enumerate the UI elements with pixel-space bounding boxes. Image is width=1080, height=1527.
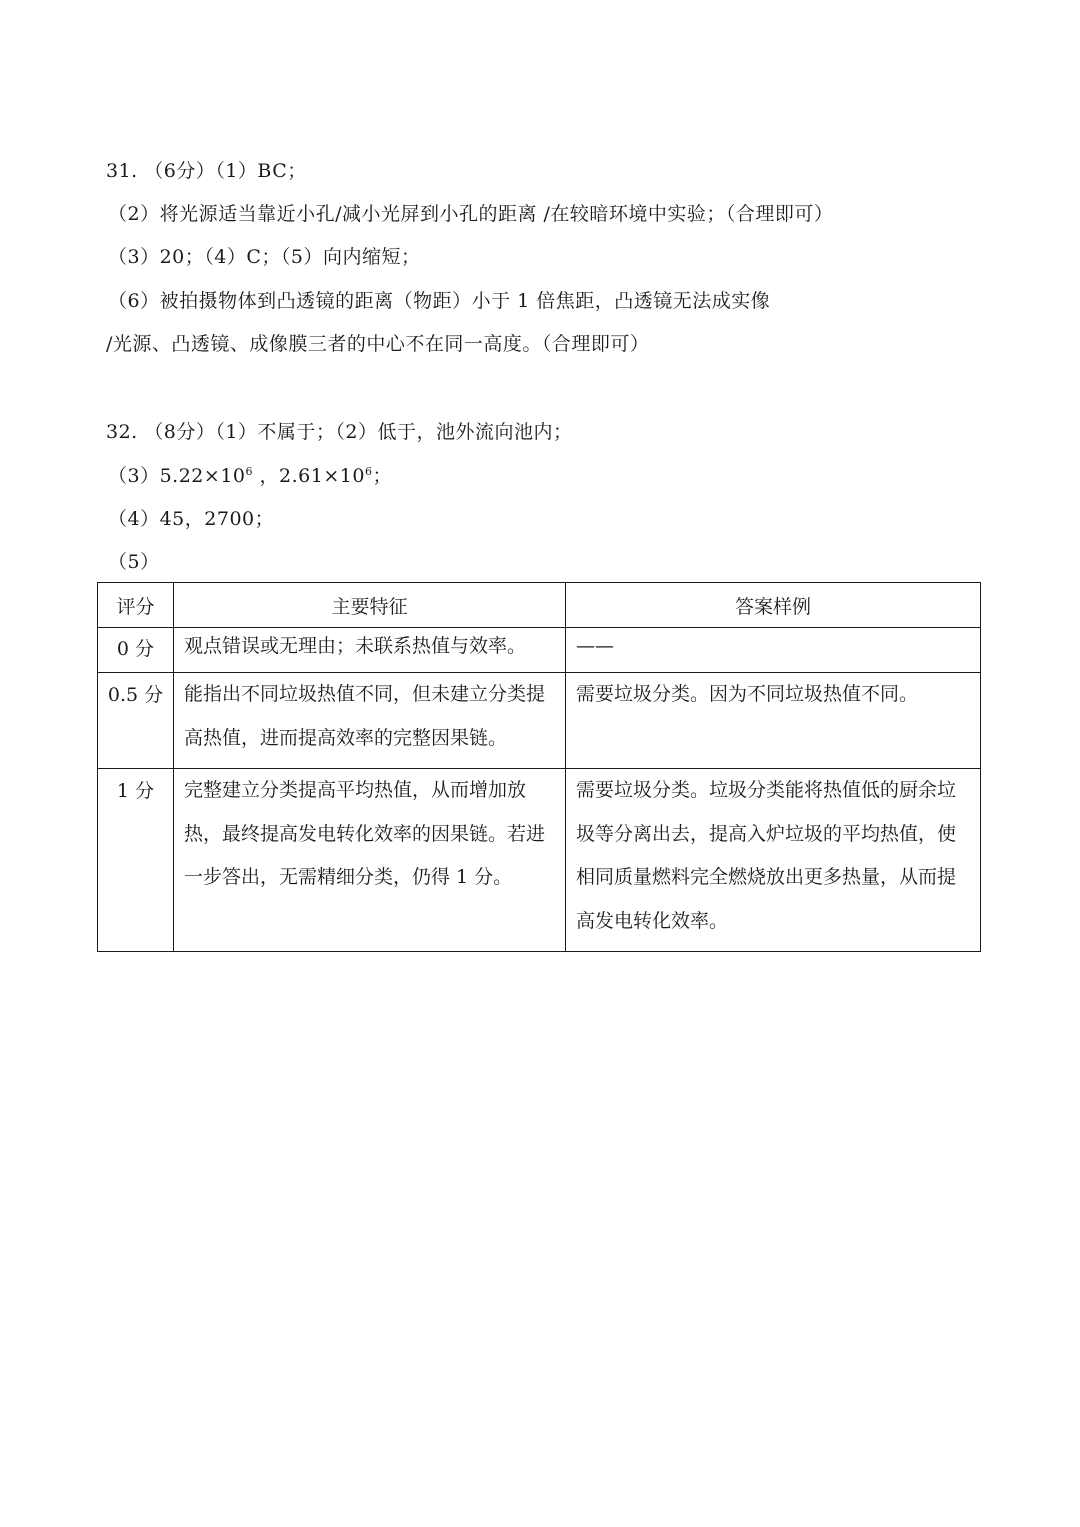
header-example: 答案样例 — [566, 583, 981, 628]
example-text: —— — [576, 635, 614, 657]
score-value: 0 分 — [116, 638, 155, 660]
q32-value-2-exp: 6 — [364, 465, 373, 478]
grading-table — [97, 582, 981, 952]
q32-value-2-base: ，2.61×10 — [253, 465, 365, 487]
header-feature: 主要特征 — [174, 583, 566, 628]
table-row — [98, 769, 981, 952]
score-cell — [98, 769, 174, 952]
header-score: 评分 — [98, 583, 174, 628]
score-value: 0.5 分 — [107, 684, 164, 706]
q31-line-4: （6）被拍摄物体到凸透镜的距离（物距）小于 1 倍焦距，凸透镜无法成实像 — [108, 290, 771, 312]
example-text: 需要垃圾分类。垃圾分类能将热值低的厨余垃圾等分离出去，提高入炉垃圾的平均热值，使相同质量燃料完全燃烧放出更多热量，从而提高发电转化效率。 — [576, 779, 957, 932]
feature-cell — [174, 673, 566, 769]
table-header-row — [98, 583, 981, 628]
feature-cell — [174, 628, 566, 673]
q32-line-3: （4）45，2700； — [108, 508, 275, 530]
example-text: 需要垃圾分类。因为不同垃圾热值不同。 — [576, 683, 919, 705]
feature-text: 完整建立分类提高平均热值，从而增加放热，最终提高发电转化效率的因果链。若进一步答出，无需精细分类，仍得 1 分。 — [184, 779, 546, 888]
q31-line-1: 31. （6分）（1）BC； — [106, 160, 307, 182]
q31-line-5: /光源、凸透镜、成像膜三者的中心不在同一高度。（合理即可） — [106, 333, 650, 355]
table-row — [98, 673, 981, 769]
score-value: 1 分 — [116, 780, 155, 802]
feature-cell — [174, 769, 566, 952]
q32-value-1-exp: 6 — [245, 465, 253, 478]
q31-line-3: （3）20；（4）C；（5）向内缩短； — [108, 246, 421, 268]
feature-text: 观点错误或无理由；未联系热值与效率。 — [184, 635, 527, 657]
q32-line-1: 32. （8分）（1）不属于；（2）低于，池外流向池内； — [106, 421, 573, 443]
score-cell — [98, 673, 174, 769]
score-cell — [98, 628, 174, 673]
q32-line-4: （5） — [108, 551, 160, 573]
example-cell — [566, 769, 981, 952]
q32-line-2 — [108, 464, 392, 488]
q32-line-2-suffix: ； — [372, 465, 392, 487]
q32-value-1-base: （3）5.22×10 — [108, 465, 246, 487]
example-cell — [566, 673, 981, 769]
q31-line-2: （2）将光源适当靠近小孔/减小光屏到小孔的距离 /在较暗环境中实验；（合理即可） — [108, 203, 834, 225]
feature-text: 能指出不同垃圾热值不同，但未建立分类提高热值，进而提高效率的完整因果链。 — [184, 683, 546, 749]
